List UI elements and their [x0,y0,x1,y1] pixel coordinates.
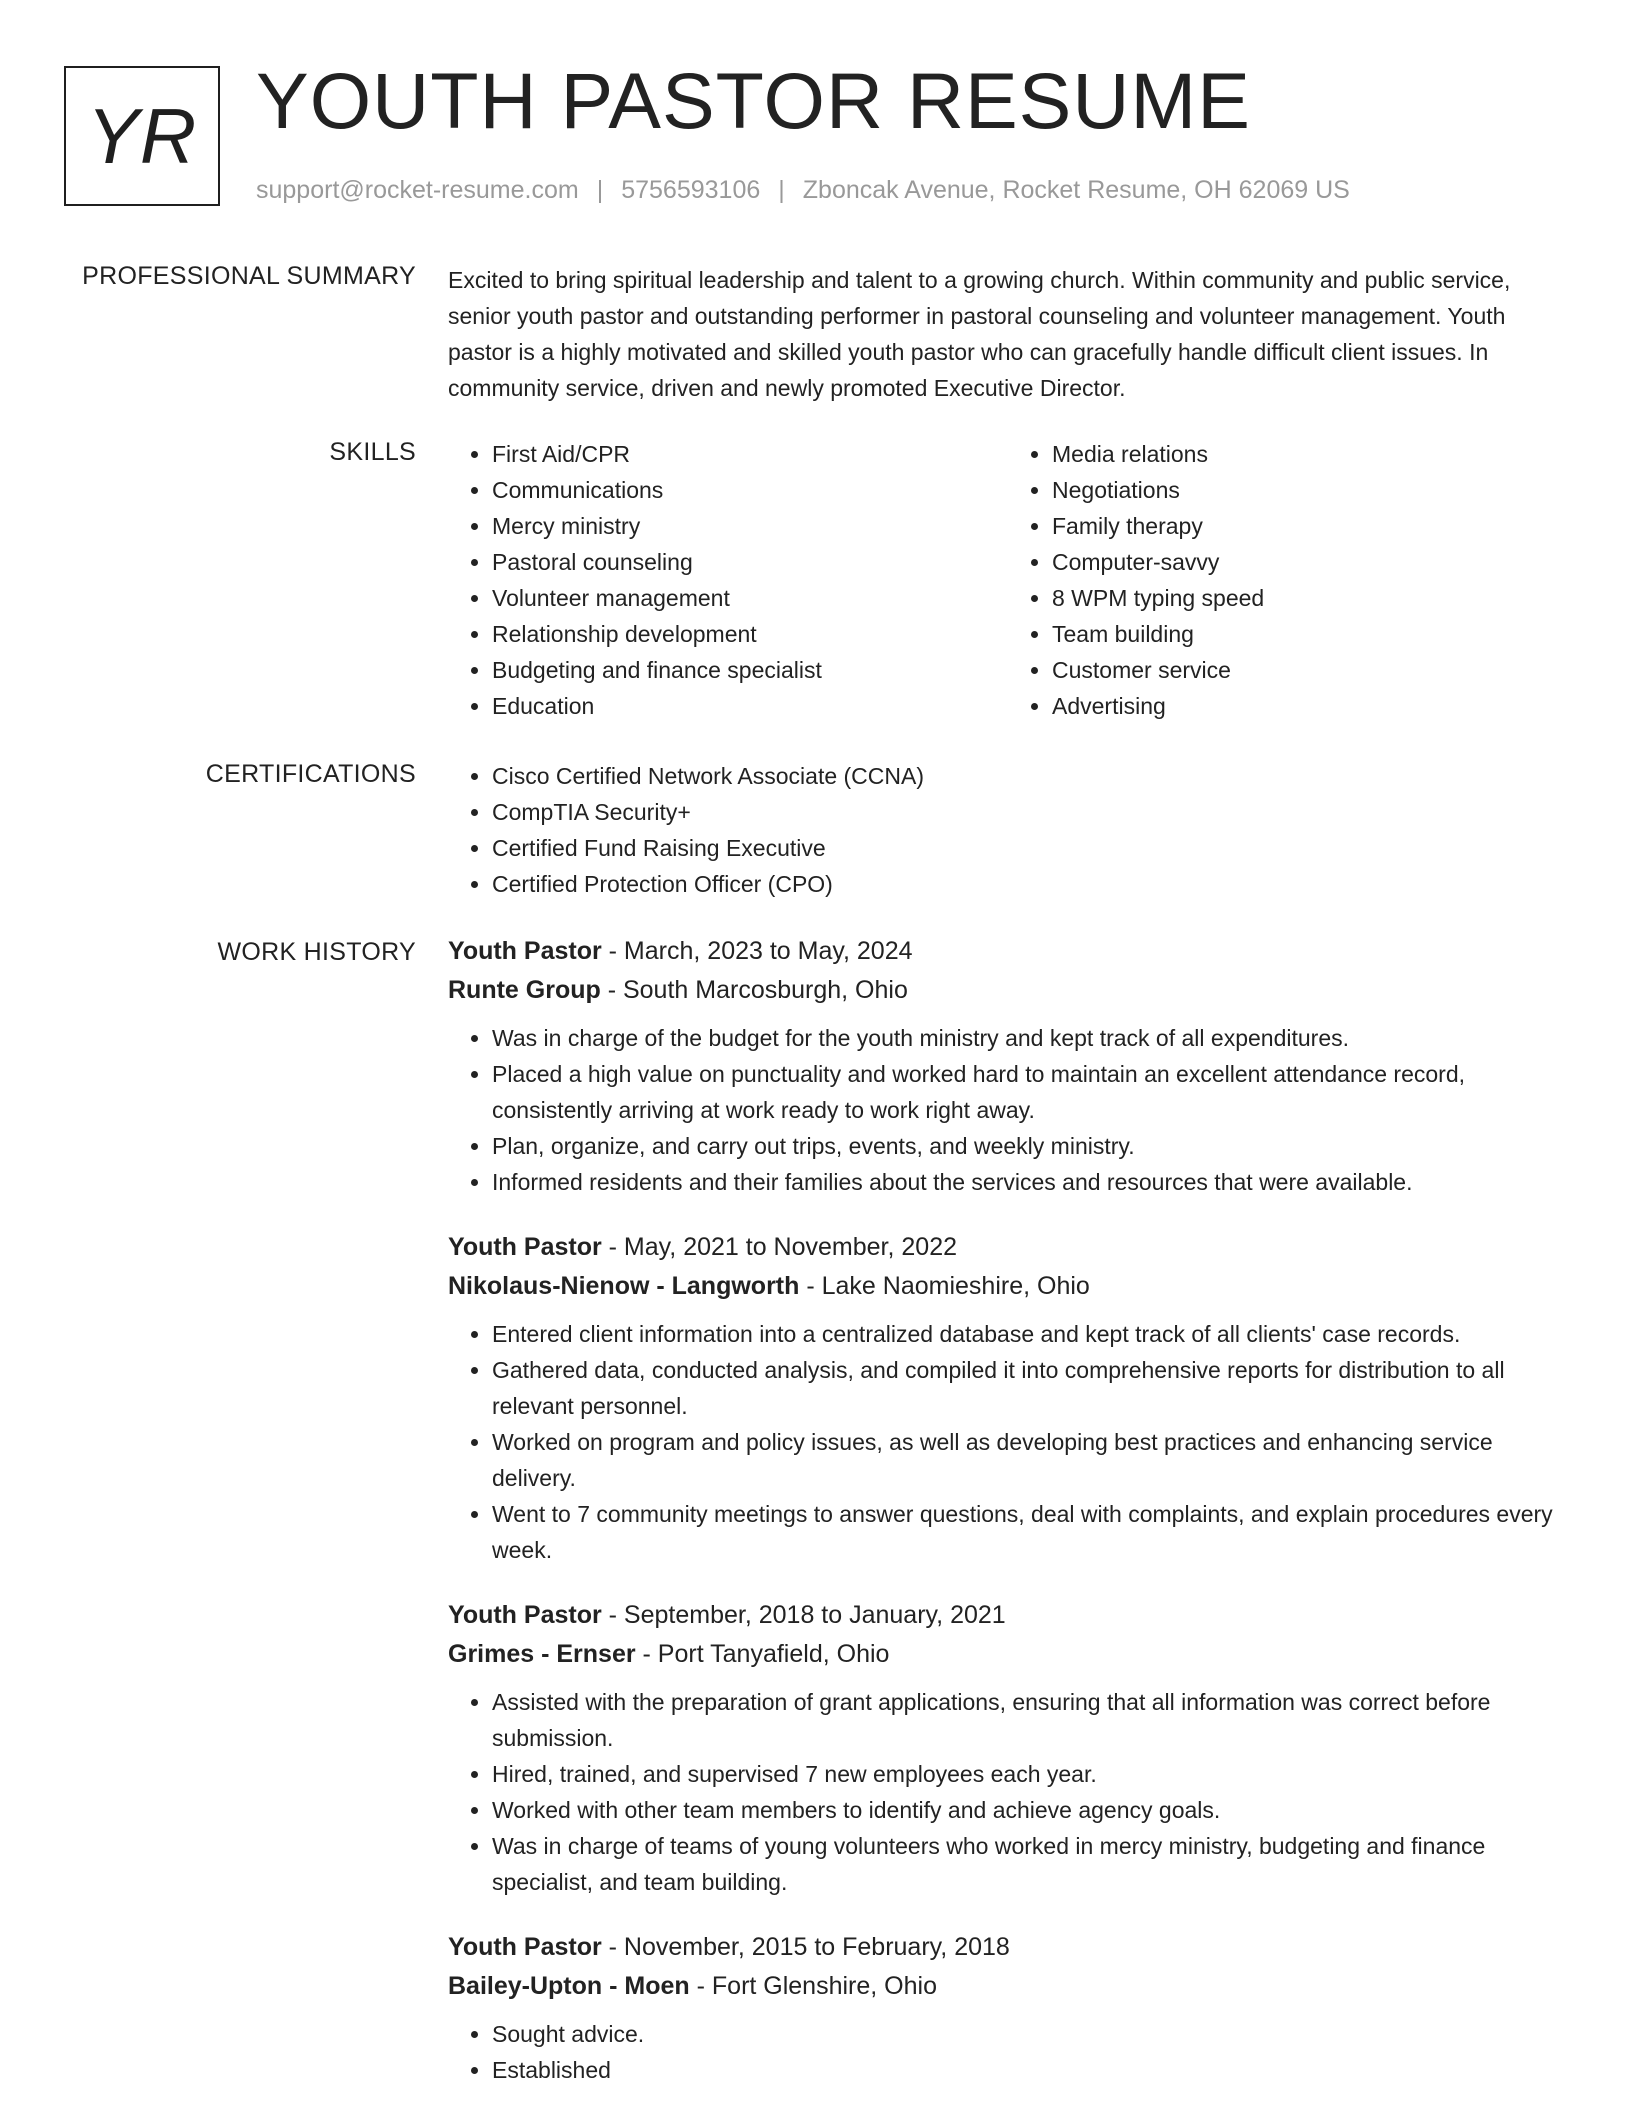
skills-list-left [448,436,1008,724]
skill-item: • Pastoral counseling [492,544,1008,580]
job-entry [448,1928,1568,2088]
job-location: - Port Tanyafield, Ohio [635,1640,890,1668]
summary-text: Excited to bring spiritual leadership and talent to a growing church. Within community and public service, senior youth pastor and outstanding performer in pastoral counseling and volunteer management. Youth pastor is a highly motivated and skilled youth pastor who can gracefully handle difficult client issues. In community service, driven and newly promoted Executive Director. [448,267,1511,401]
contact-address: Zboncak Avenue, Rocket Resume, OH 62069 US [802,176,1350,204]
job-bullet: • Placed a high value on punctuality and worked hard to maintain an excellent attendance record, consistently arriving at work ready to work right away. [492,1056,1568,1128]
job-dates: - September, 2018 to January, 2021 [601,1601,1006,1629]
job-company: Runte Group [448,976,601,1004]
job-bullet: • Established [492,2052,1568,2088]
contact-separator: | [596,176,604,204]
monogram-badge: YR [64,66,220,206]
skill-item: • Family therapy [1052,508,1568,544]
skill-item: • Negotiations [1052,472,1568,508]
section-label-skills: SKILLS [329,438,416,466]
job-employer [448,1635,1568,1674]
job-location: - Lake Naomieshire, Ohio [799,1272,1090,1300]
job-bullet: • Entered client information into a centralized database and kept track of all clients' case records. [492,1316,1568,1352]
skill-item: • Education [492,688,1008,724]
section-label-summary: PROFESSIONAL SUMMARY [82,262,416,290]
skill-item: • Computer-savvy [1052,544,1568,580]
job-bullet: • Hired, trained, and supervised 7 new employees each year. [492,1756,1568,1792]
skill-item: • Budgeting and finance specialist [492,652,1008,688]
work-history-body [448,932,1568,2116]
skill-item: • Communications [492,472,1008,508]
job-company: Grimes - Ernser [448,1640,636,1668]
job-bullet: • Sought advice. [492,2016,1568,2052]
skill-item: • Customer service [1052,652,1568,688]
job-title: Youth Pastor [448,1933,602,1961]
skill-item: • 8 WPM typing speed [1052,580,1568,616]
job-bullet: • Informed residents and their families about the services and resources that were available. [492,1164,1568,1200]
skills-list-right [1008,436,1568,724]
job-heading [448,1928,1568,1967]
certification-item: • CompTIA Security+ [492,794,1568,830]
job-company: Bailey-Upton - Moen [448,1972,690,2000]
job-title: Youth Pastor [448,937,602,965]
job-location: - South Marcosburgh, Ohio [600,976,908,1004]
job-bullets [448,1316,1568,1568]
job-bullet: • Assisted with the preparation of grant applications, ensuring that all information was correct before submission. [492,1684,1568,1756]
page-title: YOUTH PASTOR RESUME [256,56,1251,145]
certifications-body [448,758,1568,902]
contact-email: support@rocket-resume.com [256,176,579,204]
job-title: Youth Pastor [448,1233,602,1261]
job-bullet: • Was in charge of teams of young volunteers who worked in mercy ministry, budgeting and finance specialist, and team building. [492,1828,1568,1900]
job-employer [448,1967,1568,2006]
job-entry [448,932,1568,1200]
contact-separator: | [778,176,785,204]
job-bullets [448,1020,1568,1200]
job-bullet: • Gathered data, conducted analysis, and compiled it into comprehensive reports for distribution to all relevant personnel. [492,1352,1568,1424]
job-bullets [448,1684,1568,1900]
contact-phone: 5756593106 [621,176,761,204]
job-dates: - November, 2015 to February, 2018 [601,1933,1010,1961]
job-bullet: • Worked on program and policy issues, as well as developing best practices and enhancing service delivery. [492,1424,1568,1496]
section-label-certifications: CERTIFICATIONS [205,760,416,788]
job-title: Youth Pastor [448,1601,602,1629]
job-bullet: • Was in charge of the budget for the youth ministry and kept track of all expenditures. [492,1020,1568,1056]
skills-body [448,436,1568,724]
job-heading [448,1596,1568,1635]
job-employer [448,1267,1568,1306]
skill-item: • First Aid/CPR [492,436,1008,472]
job-company: Nikolaus-Nienow - Langworth [448,1272,800,1300]
job-bullet: • Went to 7 community meetings to answer questions, deal with complaints, and explain procedures every week. [492,1496,1568,1568]
skill-item: • Media relations [1052,436,1568,472]
certification-item: • Cisco Certified Network Associate (CCNA) [492,758,1568,794]
section-label-work-history: WORK HISTORY [217,938,416,966]
job-employer [448,971,1568,1010]
job-bullet: • Plan, organize, and carry out trips, events, and weekly ministry. [492,1128,1568,1164]
job-heading [448,1228,1568,1267]
skill-item: • Advertising [1052,688,1568,724]
job-bullet: • Worked with other team members to identify and achieve agency goals. [492,1792,1568,1828]
contact-line [256,174,1350,206]
certifications-list [448,758,1568,902]
job-location: - Fort Glenshire, Ohio [689,1972,937,2000]
skill-item: • Relationship development [492,616,1008,652]
certification-item: • Certified Protection Officer (CPO) [492,866,1568,902]
job-entry [448,1228,1568,1568]
job-dates: - March, 2023 to May, 2024 [601,937,913,965]
job-entry [448,1596,1568,1900]
job-bullets [448,2016,1568,2088]
skill-item: • Team building [1052,616,1568,652]
job-dates: - May, 2021 to November, 2022 [601,1233,958,1261]
summary-body [448,262,1568,406]
certification-item: • Certified Fund Raising Executive [492,830,1568,866]
skill-item: • Mercy ministry [492,508,1008,544]
job-heading [448,932,1568,971]
skill-item: • Volunteer management [492,580,1008,616]
